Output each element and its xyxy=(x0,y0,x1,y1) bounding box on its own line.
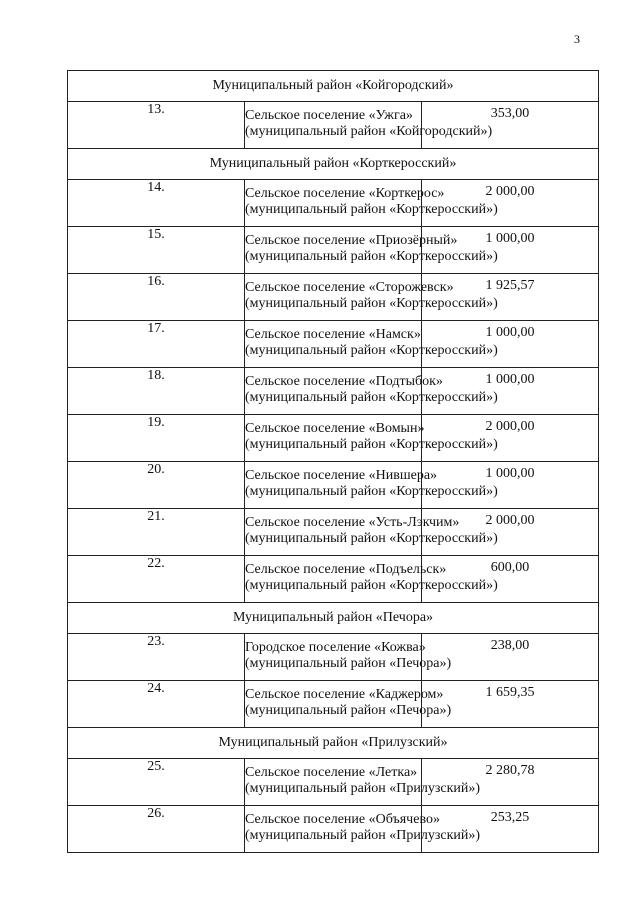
settlement-name: Сельское поселение «Подъельск» xyxy=(245,562,447,577)
table-row xyxy=(68,102,599,149)
amount-value: 1 925,57 xyxy=(422,274,599,321)
table-body xyxy=(68,71,599,853)
settlement-name: Сельское поселение «Вомын» xyxy=(245,421,425,436)
amount-value: 1 000,00 xyxy=(422,462,599,509)
settlement-name-cell xyxy=(245,806,481,853)
settlement-name-cell xyxy=(245,180,498,227)
row-number: 14. xyxy=(68,180,245,227)
settlement-district: (муниципальный район «Койгородский») xyxy=(245,124,493,139)
district-header-row xyxy=(68,603,599,634)
settlement-name: Сельское поселение «Сторожевск» xyxy=(245,280,454,295)
district-header-row xyxy=(68,71,599,102)
district-header-row xyxy=(68,149,599,180)
table-row xyxy=(68,180,599,227)
settlement-name-cell xyxy=(245,462,498,509)
settlement-name-cell xyxy=(245,759,481,806)
settlement-name-cell xyxy=(245,556,498,603)
table-row xyxy=(68,274,599,321)
settlements-table xyxy=(67,70,599,853)
amount-value: 253,25 xyxy=(422,806,599,853)
settlement-name: Сельское поселение «Приозёрный» xyxy=(245,233,458,248)
table-row xyxy=(68,806,599,853)
row-number: 17. xyxy=(68,321,245,368)
page-number: 3 xyxy=(574,32,580,46)
settlement-district: (муниципальный район «Корткеросский») xyxy=(245,390,498,405)
settlement-name-cell xyxy=(245,634,452,681)
district-title: Муниципальный район «Корткеросский» xyxy=(68,149,599,180)
district-title: Муниципальный район «Печора» xyxy=(68,603,599,634)
table-row xyxy=(68,509,599,556)
table-row xyxy=(68,759,599,806)
amount-value: 2 000,00 xyxy=(422,415,599,462)
settlement-district: (муниципальный район «Корткеросский») xyxy=(245,343,498,358)
settlement-name-cell xyxy=(245,102,493,149)
district-title: Муниципальный район «Койгородский» xyxy=(68,71,599,102)
settlement-district: (муниципальный район «Корткеросский») xyxy=(245,531,498,546)
amount-value: 2 280,78 xyxy=(422,759,599,806)
settlement-district: (муниципальный район «Прилузский») xyxy=(245,781,481,796)
settlement-name: Сельское поселение «Намск» xyxy=(245,327,421,342)
amount-value: 353,00 xyxy=(422,102,599,149)
amount-value: 1 000,00 xyxy=(422,227,599,274)
settlement-name-cell xyxy=(245,415,498,462)
table-row xyxy=(68,681,599,728)
row-number: 13. xyxy=(68,102,245,149)
amount-value: 238,00 xyxy=(422,634,599,681)
row-number: 20. xyxy=(68,462,245,509)
settlement-district: (муниципальный район «Корткеросский») xyxy=(245,296,498,311)
row-number: 15. xyxy=(68,227,245,274)
district-title: Муниципальный район «Прилузский» xyxy=(68,728,599,759)
settlement-name: Сельское поселение «Усть-Лэкчим» xyxy=(245,515,460,530)
settlement-district: (муниципальный район «Корткеросский») xyxy=(245,578,498,593)
settlement-name-cell xyxy=(245,321,498,368)
row-number: 19. xyxy=(68,415,245,462)
settlement-name: Сельское поселение «Подтыбок» xyxy=(245,374,443,389)
settlement-name: Сельское поселение «Ужга» xyxy=(245,108,413,123)
settlement-district: (муниципальный район «Корткеросский») xyxy=(245,484,498,499)
row-number: 22. xyxy=(68,556,245,603)
settlement-name-cell xyxy=(245,681,452,728)
amount-value: 2 000,00 xyxy=(422,509,599,556)
settlement-district: (муниципальный район «Корткеросский») xyxy=(245,202,498,217)
settlement-name-cell xyxy=(245,368,498,415)
district-header-row xyxy=(68,728,599,759)
row-number: 24. xyxy=(68,681,245,728)
settlement-district: (муниципальный район «Прилузский») xyxy=(245,828,481,843)
table-row xyxy=(68,321,599,368)
table-row xyxy=(68,556,599,603)
settlement-name-cell xyxy=(245,274,498,321)
table-row xyxy=(68,227,599,274)
table-row xyxy=(68,462,599,509)
settlement-district: (муниципальный район «Печора») xyxy=(245,703,452,718)
settlement-name: Сельское поселение «Каджером» xyxy=(245,687,444,702)
amount-value: 1 659,35 xyxy=(422,681,599,728)
amount-value: 2 000,00 xyxy=(422,180,599,227)
settlement-name: Сельское поселение «Летка» xyxy=(245,765,418,780)
row-number: 25. xyxy=(68,759,245,806)
row-number: 26. xyxy=(68,806,245,853)
row-number: 23. xyxy=(68,634,245,681)
table-row xyxy=(68,415,599,462)
settlement-name: Сельское поселение «Нившера» xyxy=(245,468,438,483)
row-number: 21. xyxy=(68,509,245,556)
settlement-district: (муниципальный район «Корткеросский») xyxy=(245,249,498,264)
table-row xyxy=(68,634,599,681)
row-number: 18. xyxy=(68,368,245,415)
settlement-district: (муниципальный район «Печора») xyxy=(245,656,452,671)
table-row xyxy=(68,368,599,415)
settlement-name-cell xyxy=(245,509,498,556)
settlement-name: Городское поселение «Кожва» xyxy=(245,640,426,655)
amount-value: 1 000,00 xyxy=(422,368,599,415)
settlement-name-cell xyxy=(245,227,498,274)
amount-value: 1 000,00 xyxy=(422,321,599,368)
settlement-name: Сельское поселение «Корткерос» xyxy=(245,186,445,201)
settlement-district: (муниципальный район «Корткеросский») xyxy=(245,437,498,452)
settlement-name: Сельское поселение «Объячево» xyxy=(245,812,440,827)
amount-value: 600,00 xyxy=(422,556,599,603)
row-number: 16. xyxy=(68,274,245,321)
